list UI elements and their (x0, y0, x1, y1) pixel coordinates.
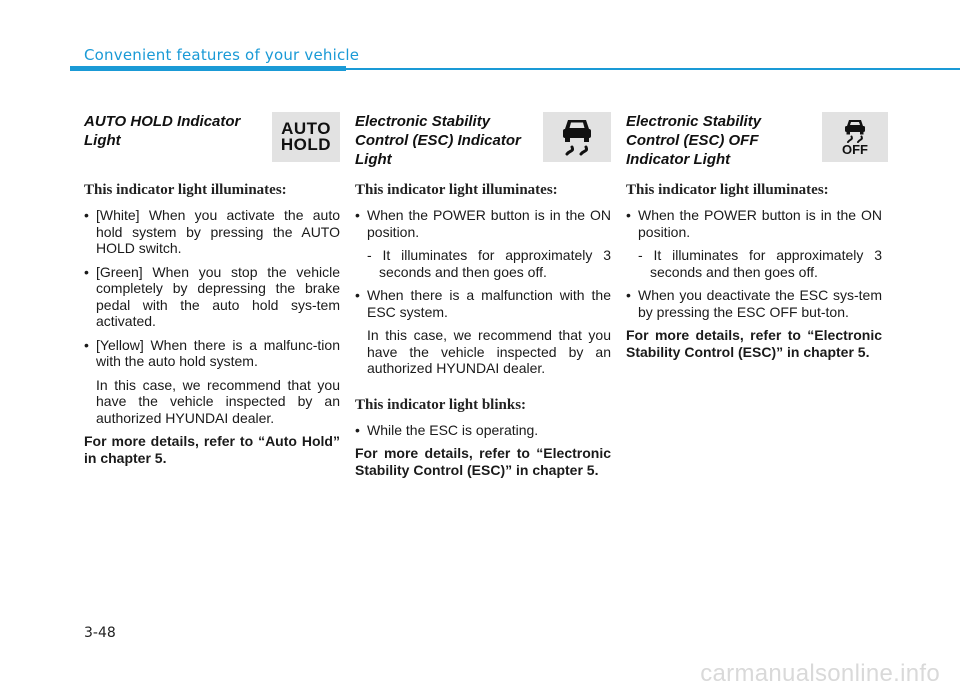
list-item: • When there is a malfunction with the ESC system. (355, 287, 611, 320)
esc-off-icon-label: OFF (842, 141, 868, 157)
list-item: • When the POWER button is in the ON position. (355, 207, 611, 240)
header-rule-thin (346, 68, 960, 70)
list-item: • [Green] When you stop the vehicle completely by depressing the brake pedal with the auto hold sys-tem activated. (84, 264, 340, 330)
list-item: • While the ESC is operating. (355, 422, 611, 439)
esc-off-icon (822, 112, 888, 162)
auto-hold-note: In this case, we recommend that you have the vehicle inspected by an authorized HYUNDAI dealer. (96, 376, 340, 426)
esc-blinks-subhead: This indicator light blinks: (355, 396, 527, 413)
esc-off-subhead: This indicator light illuminates: (626, 182, 829, 198)
auto-hold-section (84, 112, 340, 466)
esc-subhead: This indicator light illuminates: (355, 182, 558, 198)
header-rule-thick (70, 66, 346, 71)
auto-hold-title: AUTO HOLD Indicator Light (84, 113, 241, 149)
esc-bullet-list-3 (355, 422, 611, 439)
page-number: 3-48 (84, 625, 116, 641)
esc-reference: For more details, refer to “Electronic Stability Control (ESC)” in chapter 5. (355, 445, 611, 478)
esc-note: In this case, we recommend that you have the vehicle inspected by an authorized HYUNDAI dealer. (367, 327, 611, 376)
list-item: • When you deactivate the ESC sys-tem by pressing the ESC OFF but-ton. (626, 287, 882, 320)
auto-hold-reference: For more details, refer to “Auto Hold” in chapter 5. (84, 433, 340, 466)
auto-hold-icon (272, 112, 340, 162)
esc-off-section (626, 112, 882, 360)
esc-off-bullet-list (626, 207, 882, 240)
auto-hold-subhead: This indicator light illuminates: (84, 182, 287, 198)
esc-skidding-car-icon (543, 112, 611, 162)
section-title: Convenient features of your vehicle (84, 46, 360, 64)
esc-off-dash-item: - It illuminates for approximately 3 seconds and then goes off. (638, 247, 882, 280)
esc-section (355, 112, 611, 478)
esc-off-title: Electronic Stability Control (ESC) OFF Indicator Light (626, 113, 762, 168)
esc-off-bullet-list-2 (626, 287, 882, 320)
esc-bullet-list (355, 207, 611, 240)
esc-bullet-list-2 (355, 287, 611, 320)
esc-dash-item: - It illuminates for approximately 3 seconds and then goes off. (367, 247, 611, 280)
list-item: • [White] When you activate the auto hold system by pressing the AUTO HOLD switch. (84, 207, 340, 257)
watermark-text: carmanualsonline.info (700, 660, 940, 687)
esc-off-reference: For more details, refer to “Electronic Stability Control (ESC)” in chapter 5. (626, 327, 882, 360)
auto-hold-icon-line2: HOLD (280, 135, 332, 154)
esc-title: Electronic Stability Control (ESC) Indicator Light (355, 113, 521, 168)
list-item: • [Yellow] When there is a malfunc-tion with the auto hold system. (84, 337, 340, 370)
auto-hold-bullet-list (84, 207, 340, 370)
auto-hold-icon-line1: AUTO (281, 119, 331, 138)
list-item: • When the POWER button is in the ON position. (626, 207, 882, 240)
